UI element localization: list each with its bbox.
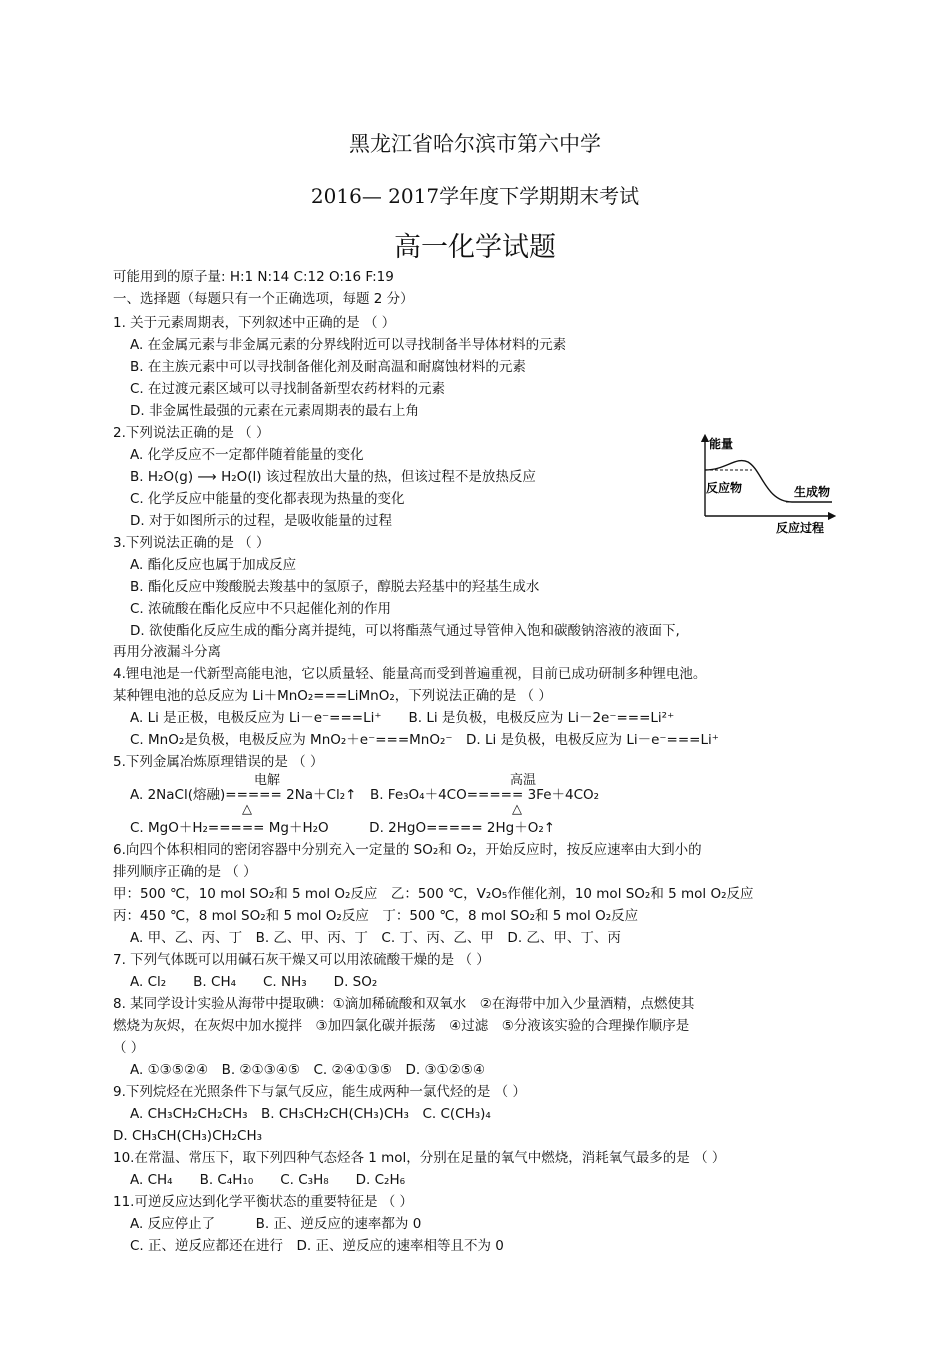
option-2b: B. H₂O(g) ⟶ H₂O(l) 该过程放出大量的热，但该过程不是放热反应 [130, 469, 536, 485]
option-2d: D. 对于如图所示的过程，是吸收能量的过程 [130, 513, 392, 529]
question-1: 1. 关于元素周期表，下列叙述中正确的是 （ ） [113, 315, 396, 331]
option-3c: C. 浓硫酸在酯化反应中不只起催化剂的作用 [130, 601, 392, 617]
option-3d: D. 欲使酯化反应生成的酯分离并提纯，可以将酯蒸气通过导管伸入饱和碳酸钠溶液的液面下, [130, 623, 680, 639]
atomic-mass-line: 可能用到的原子量: H:1 N:14 C:12 O:16 F:19 [113, 269, 394, 285]
exam-name: 2016— 2017学年度下学期期末考试 [310, 184, 640, 208]
question-11: 11.可逆反应达到化学平衡状态的重要特征是 （ ） [113, 1194, 414, 1210]
option-1d: D. 非金属性最强的元素在元素周期表的最右上角 [130, 403, 419, 419]
option-5cd: C. MgO＋H₂===== Mg＋H₂O D. 2HgO===== 2Hg＋O₂↑ [130, 820, 556, 836]
reactant-label: 反应物 [706, 481, 743, 495]
option-3d-cont: 再用分液漏斗分离 [113, 644, 221, 660]
option-2a: A. 化学反应不一定都伴随着能量的变化 [130, 447, 364, 463]
options-8: A. ①③⑤②④ B. ②①③④⑤ C. ②④①③⑤ D. ③①②⑤④ [130, 1062, 485, 1078]
option-9d: D. CH₃CH(CH₃)CH₂CH₃ [113, 1128, 263, 1144]
option-1c: C. 在过渡元素区域可以寻找制备新型农药材料的元素 [130, 381, 446, 397]
school-name: 黑龙江省哈尔滨市第六中学 [349, 132, 601, 156]
option-5ab: A. 2NaCl(熔融)===== 2Na＋Cl₂↑ B. Fe₃O₄＋4CO===== 3Fe＋4CO₂ [130, 787, 600, 803]
question-2: 2.下列说法正确的是 （ ） [113, 425, 270, 441]
subject-title: 高一化学试题 [394, 232, 556, 263]
question-8-cont: 燃烧为灰烬，在灰烬中加水搅拌 ③加四氯化碳并振荡 ④过滤 ⑤分液该实验的合理操作顺序是 [113, 1018, 690, 1034]
option-1b: B. 在主族元素中可以寻找制备催化剂及耐高温和耐腐蚀材料的元素 [130, 359, 526, 375]
option-2c: C. 化学反应中能量的变化都表现为热量的变化 [130, 491, 405, 507]
option-1a: A. 在金属元素与非金属元素的分界线附近可以寻找制备半导体材料的元素 [130, 337, 567, 353]
options-11ab: A. 反应停止了 B. 正、逆反应的速率都为 0 [130, 1216, 422, 1232]
option-3b: B. 酯化反应中羧酸脱去羧基中的氢原子，醇脱去羟基中的羟基生成水 [130, 579, 540, 595]
question-6-cont: 排列顺序正确的是 （ ） [113, 864, 257, 880]
condition-heat-d: △ [512, 802, 522, 817]
option-4cd: C. MnO₂是负极，电极反应为 MnO₂＋e⁻===MnO₂⁻ D. Li 是负极，电极反应为 Li－e⁻===Li⁺ [130, 732, 719, 748]
question-4: 4.锂电池是一代新型高能电池，它以质量轻、能量高而受到普遍重视，目前已成功研制多种锂电池。 [113, 666, 707, 682]
energy-diagram [696, 432, 842, 536]
question-9: 9.下列烷烃在光照条件下与氯气反应，能生成两种一氯代烃的是 （ ） [113, 1084, 526, 1100]
reaction-process-label: 反应过程 [776, 521, 825, 535]
question-3: 3.下列说法正确的是 （ ） [113, 535, 270, 551]
options-10: A. CH₄ B. C₄H₁₀ C. C₃H₈ D. C₂H₆ [130, 1172, 406, 1188]
question-8: 8. 某同学设计实验从海带中提取碘：①滴加稀硫酸和双氧水 ②在海带中加入少量酒精，点燃使其 [113, 996, 695, 1012]
options-6: A. 甲、乙、丙、丁 B. 乙、甲、丙、丁 C. 丁、丙、乙、甲 D. 乙、甲、丁、丙 [130, 930, 621, 946]
condition-bing-ding: 丙：450 ℃，8 mol SO₂和 5 mol O₂反应 丁：500 ℃，8 mol SO₂和 5 mol O₂反应 [113, 908, 639, 924]
question-7: 7. 下列气体既可以用碱石灰干燥又可以用浓硫酸干燥的是 （ ） [113, 952, 490, 968]
options-7: A. Cl₂ B. CH₄ C. NH₃ D. SO₂ [130, 974, 378, 990]
option-4ab: A. Li 是正极，电极反应为 Li－e⁻===Li⁺ B. Li 是负极，电极反应为 Li－2e⁻===Li²⁺ [130, 710, 675, 726]
question-8-paren: （ ） [113, 1040, 145, 1056]
option-3a: A. 酯化反应也属于加成反应 [130, 557, 297, 573]
condition-high-temp: 高温 [510, 773, 537, 788]
question-6: 6.向四个体积相同的密闭容器中分别充入一定量的 SO₂和 O₂，开始反应时，按反应速率由大到小的 [113, 842, 702, 858]
energy-label: 能量 [709, 437, 734, 451]
question-10: 10.在常温、常压下，取下列四种气态烃各 1 mol，分别在足量的氧气中燃烧，消耗氧气最多的是 （ ） [113, 1150, 726, 1166]
section-heading: 一、选择题（每题只有一个正确选项，每题 2 分） [113, 291, 414, 307]
condition-heat-c: △ [242, 802, 252, 817]
options-11cd: C. 正、逆反应都还在进行 D. 正、逆反应的速率相等且不为 0 [130, 1238, 504, 1254]
question-5: 5.下列金属冶炼原理错误的是 （ ） [113, 754, 324, 770]
question-4-cont: 某种锂电池的总反应为 Li＋MnO₂===LiMnO₂，下列说法正确的是 （ ） [113, 688, 552, 704]
condition-jia-yi: 甲：500 ℃，10 mol SO₂和 5 mol O₂反应 乙：500 ℃，V₂O₅作催化剂，10 mol SO₂和 5 mol O₂反应 [113, 886, 754, 902]
product-label: 生成物 [794, 485, 831, 499]
condition-electrolysis: 电解 [254, 773, 281, 788]
options-9abc: A. CH₃CH₂CH₂CH₃ B. CH₃CH₂CH(CH₃)CH₃ C. C(CH₃)₄ [130, 1106, 491, 1122]
